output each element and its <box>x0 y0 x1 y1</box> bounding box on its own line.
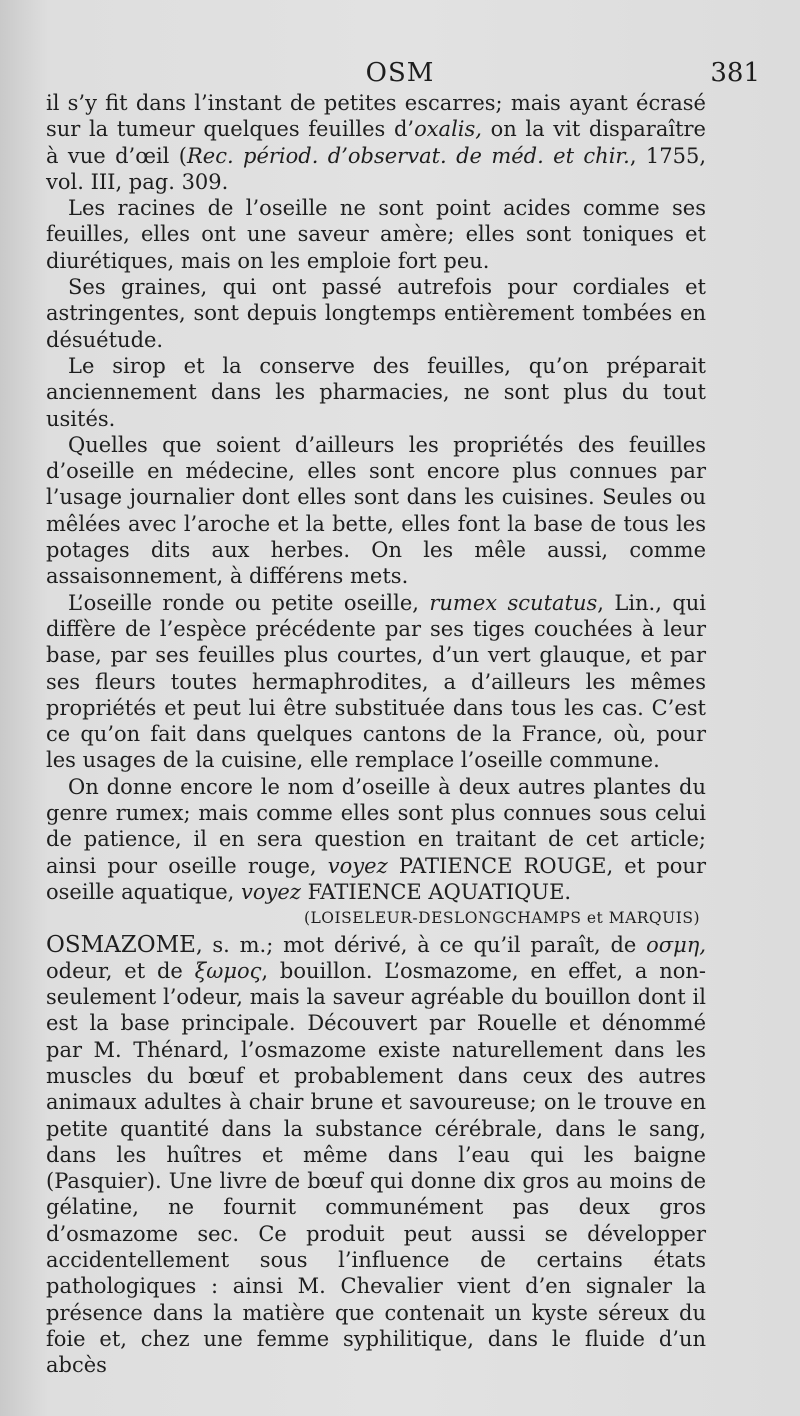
entry-text-segment: , bouillon. L’osmazome, en effet, a non-seulement l’odeur, mais la saveur agréable du bouillon dont il est la base principale. Découvert par Rouelle et dénommé par M. Thénard, l’osmazome existe naturellement dans les muscles du bœuf et probablement dans ceux des autres animaux adultes à chair brune et savoureuse; on le trouve en petite quantité dans la substance cérébrale, dans le sang, dans les huîtres et même dans l’eau qui les baigne (Pasquier). Une livre de bœuf qui donne dix gros au moins de gélatine, ne fournit communément pas deux gros d’osmazome sec. Ce produit peut aussi se développer accidentellement sous l’influence de certains états pathologiques : ainsi M. Chevalier vient d’en signaler la présence dans la matière que contenait un kyste séreux du foie et, chez une femme syphilitique, dans le fluide d’un abcès <box>46 958 706 1378</box>
paragraph-text-segment: Ses graines, qui ont passé autrefois pour cordiales et astringentes, sont depuis longtemps entièrement tombées en désuétude. <box>46 275 706 352</box>
entry-text-segment: odeur, et de <box>46 958 195 983</box>
paragraph-text-segment: L’oseille ronde ou petite oseille, <box>68 590 430 615</box>
paragraph-text-segment: Le sirop et la conserve des feuilles, qu’on préparait anciennement dans les pharmacies, ne sont plus du tout usités. <box>46 353 706 431</box>
paragraph-text-segment: oxalis, <box>414 117 482 142</box>
body-text <box>46 90 706 1379</box>
author-signature: (LOISELEUR-DESLONGCHAMPS et MARQUIS) <box>303 909 700 928</box>
running-head <box>40 58 760 90</box>
entry-text-segment: ξωμος <box>194 958 262 983</box>
paragraph-1 <box>46 90 706 195</box>
paragraph-text-segment: On donne encore le nom d’oseille à deux autres plantes du genre rumex; mais comme elles sont plus connues sous celui de patience, il en sera question en traitant de cet article; ainsi pour oseille rouge, <box>46 774 706 878</box>
paragraph-text-segment: Rec. périod. d’observat. de méd. et chir. <box>186 143 630 168</box>
paragraph-text-segment: voyez <box>241 879 301 904</box>
paragraph-text-segment: il s’y fit dans l’instant de petites escarres; mais ayant écrasé sur la tumeur quelques feuilles d’ <box>46 91 706 142</box>
paragraph-text-segment: Les racines de l’oseille ne sont point acides comme ses feuilles, elles ont une saveur amère; elles sont toniques et diurétiques, mais on les emploie fort peu. <box>46 196 706 273</box>
paragraph-text-segment: , Lin., qui diffère de l’espèce précédente par ses tiges couchées à leur base, par ses feuilles plus courtes, d’un vert glauque, et par ses fleurs toutes hermaphrodites, a d’ailleurs les mêmes propriétés et peut lui être substituée dans tous les cas. C’est ce qu’on fait dans quelques cantons de la France, où, pour les usages de la cuisine, elle remplace l’oseille commune. <box>46 590 707 773</box>
entry-text-segment: , s. m.; mot dérivé, à ce qu’il paraît, de <box>195 932 647 957</box>
paragraph-2 <box>46 195 706 274</box>
paragraph-4 <box>46 353 706 432</box>
paragraph-5 <box>46 432 706 590</box>
paragraph-text-segment: , 1755, vol. III, pag. 309. <box>46 143 706 194</box>
paragraph-text-segment: FATIENCE AQUATIQUE. <box>300 879 572 904</box>
paragraph-text-segment: PATIENCE ROUGE, et pour oseille aquatique, <box>46 853 706 904</box>
paragraph-text-segment: rumex scutatus <box>429 590 598 615</box>
running-head-word: OSM <box>365 58 435 88</box>
paragraph-6 <box>46 590 706 774</box>
entry-text-segment: οσμη, <box>646 932 706 957</box>
entry-body <box>46 933 706 1378</box>
paragraph-text-segment: on la vit disparaître à vue d’œil ( <box>46 117 706 168</box>
paragraph-text-segment: voyez <box>327 853 388 878</box>
entry-term: OSMAZOME <box>46 931 196 958</box>
dictionary-entry <box>46 932 706 1379</box>
paragraph-3 <box>46 274 706 353</box>
paragraph-7 <box>46 774 706 905</box>
page-number: 381 <box>710 58 760 88</box>
paragraph-text-segment: Quelles que soient d’ailleurs les propriétés des feuilles d’oseille en médecine, elles sont encore plus connues par l’usage journalier dont elles sont dans les cuisines. Seules ou mêlées avec l’aroche et la bette, elles font la base de tous les potages dits aux herbes. On les mêle aussi, comme assaisonnement, à différens mets. <box>46 432 706 589</box>
